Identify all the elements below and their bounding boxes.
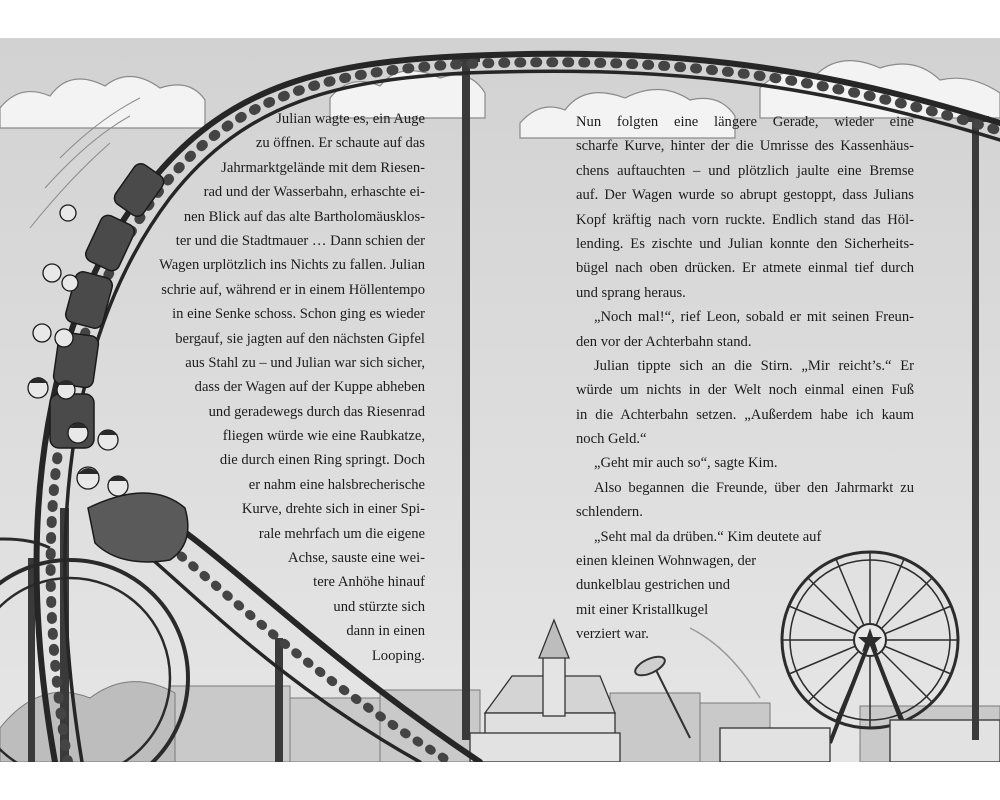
left-line: dass der Wagen auf der Kuppe abheben: [194, 379, 425, 396]
right-line: chens auftauchten – und plötzlich jaulte eine Bremse: [576, 162, 914, 179]
right-line: Julian tippte sich an die Stirn. „Mir reicht’s.“ Er: [594, 357, 914, 374]
right-line: lending. Es zischte und Julian konnte den Sicherheits-: [576, 235, 914, 252]
left-line: Looping.: [371, 647, 425, 664]
right-line: Kopf kräftig nach vorn ruckte. Endlich stand das Höl-: [576, 211, 914, 228]
left-line: schrie auf, während er in einem Höllentempo: [161, 281, 425, 298]
right-line: scharfe Kurve, hinter der die Umrisse des Kassenhäus-: [576, 138, 914, 155]
left-line: er nahm eine halsbrecherische: [248, 476, 425, 493]
right-line: auf. Der Wagen wurde so abrupt gestoppt, dass Julians: [576, 187, 914, 204]
left-line: tere Anhöhe hinauf: [313, 574, 425, 591]
right-line: einen kleinen Wohnwagen, der: [576, 553, 757, 570]
left-line: rale mehrfach um die eigene: [258, 525, 425, 542]
left-line: die durch einen Ring springt. Doch: [219, 452, 425, 469]
right-line: Also begannen die Freunde, über den Jahrmarkt zu: [594, 479, 914, 496]
left-line: Kurve, drehte sich in einer Spi-: [241, 501, 425, 518]
book-spread: [0, 38, 1000, 762]
left-line: rad und der Wasserbahn, erhaschte ei-: [203, 184, 425, 201]
left-line: und geradewegs durch das Riesenrad: [208, 403, 425, 420]
right-line: noch Geld.“: [576, 431, 647, 448]
right-line: bügel nach oben drücken. Er atmete einmal tief durch: [576, 260, 914, 277]
right-line: „Seht mal da drüben.“ Kim deutete auf: [594, 528, 822, 545]
left-line: und stürzte sich: [333, 598, 425, 615]
right-line: verziert war.: [576, 626, 649, 643]
left-text-column: [80, 107, 425, 668]
left-line: fliegen würde wie eine Raubkatze,: [222, 428, 425, 445]
left-line: nen Blick auf das alte Bartholomäusklos-: [183, 208, 425, 225]
right-line: und sprang heraus.: [576, 284, 686, 301]
right-line: würde um nichts in der Welt noch einmal einen Fuß: [576, 382, 914, 399]
right-line: Nun folgten eine längere Gerade, wieder eine: [576, 114, 914, 130]
right-line: mit einer Kristallkugel: [576, 601, 709, 618]
right-line: „Noch mal!“, rief Leon, sobald er mit seinen Freun-: [594, 309, 914, 326]
left-line: ter und die Stadtmauer … Dann schien der: [175, 232, 425, 249]
church-tower: [543, 656, 565, 716]
right-line: den vor der Achterbahn stand.: [576, 333, 752, 350]
right-text-column: [576, 110, 914, 647]
right-line: schlendern.: [576, 504, 643, 521]
pole-right: [972, 120, 979, 740]
left-line: aus Stahl zu – und Julian war sich sicher,: [185, 354, 425, 371]
right-line: dunkelblau gestrichen und: [576, 577, 731, 594]
right-line: „Geht mir auch so“, sagte Kim.: [594, 455, 778, 472]
right-line: in die Achterbahn setzen. „Außerdem habe ich kaum: [576, 406, 914, 423]
left-line: bergauf, sie jagten auf den nächsten Gipfel: [175, 330, 425, 347]
left-line: Wagen urplötzlich ins Nichts zu fallen. Julian: [159, 257, 425, 274]
left-line: in eine Senke schoss. Schon ging es wieder: [172, 306, 425, 323]
left-line: zu öffnen. Er schaute auf das: [255, 135, 425, 152]
left-line: Achse, sauste eine wei-: [288, 550, 425, 567]
left-line: dann in einen: [346, 623, 425, 640]
left-line: Jahrmarktgelände mit dem Riesen-: [221, 159, 425, 176]
pole-center: [462, 60, 470, 740]
left-line: Julian wagte es, ein Auge: [276, 111, 425, 127]
